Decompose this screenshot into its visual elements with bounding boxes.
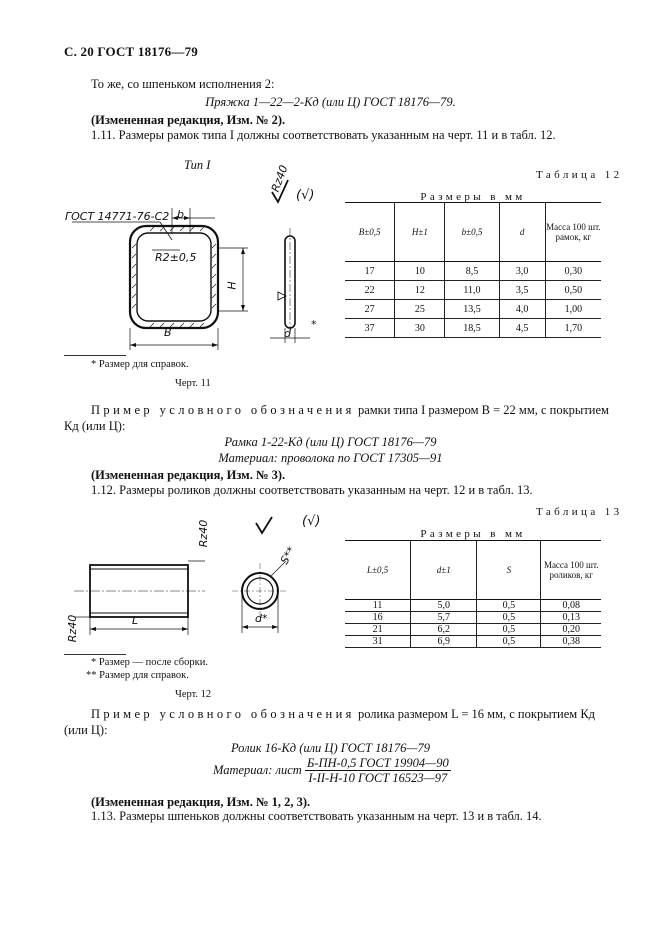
buckle-designation: Пряжка 1—22—2-Кд (или Ц) ГОСТ 18176—79.	[205, 95, 456, 109]
table13-cell: 16	[345, 612, 411, 624]
roughness-check-12: (√)	[302, 514, 321, 529]
table13-cell: 5,7	[411, 612, 477, 624]
table12-subtitle: Размеры в мм	[420, 191, 526, 203]
table-row	[345, 281, 601, 300]
table13-cell: 6,9	[411, 636, 477, 648]
footnote-12b: ** Размер для справок.	[86, 670, 189, 681]
table13-cell: 0,20	[541, 624, 601, 636]
material-prefix: Материал: лист	[213, 763, 302, 777]
table13-cell: 11	[345, 600, 411, 612]
table13-col: L±0,5	[345, 541, 411, 600]
table12-cell: 3,0	[499, 262, 545, 281]
table12-cell: 17	[345, 262, 395, 281]
table-row	[345, 612, 601, 624]
table12-cell: 30	[395, 319, 445, 338]
footnote-11: * Размер для справок.	[91, 359, 189, 370]
table12-cell: 37	[345, 319, 395, 338]
page-header: С. 20 ГОСТ 18176—79	[64, 44, 198, 59]
table12-cell: 0,30	[545, 262, 601, 281]
table12-cell: 22	[345, 281, 395, 300]
table12-col: b±0,5	[445, 203, 499, 262]
example-12-line1	[91, 707, 595, 722]
dim-B-label: B	[164, 326, 172, 339]
example-11-rest: рамки типа I размером B = 22 мм, с покрытием	[354, 403, 609, 417]
table12-cell: 25	[395, 300, 445, 319]
table13-col: S	[477, 541, 541, 600]
clause-1-13: 1.13. Размеры шпеньков должны соответствовать указанным на черт. 13 и в табл. 14.	[91, 809, 542, 823]
table13-cell: 0,5	[477, 636, 541, 648]
example-11-lead: Пример условного обозначения	[91, 403, 355, 417]
table12-cell: 12	[395, 281, 445, 300]
footnote-12a: * Размер — после сборки.	[91, 657, 208, 668]
table13-cell: 0,5	[477, 612, 541, 624]
material-denominator: I-II-Н-10 ГОСТ 16523—97	[308, 771, 448, 785]
example-11-line1	[91, 403, 609, 418]
table13	[345, 540, 601, 648]
material-numerator: Б-ПН-0,5 ГОСТ 19904—90	[306, 756, 449, 770]
table12-col: Масса 100 шт. рамок, кг	[545, 203, 601, 262]
table-row	[345, 262, 601, 281]
dim-b-label: b	[177, 208, 184, 221]
example-12-rest: ролика размером L = 16 мм, с покрытием Кд	[354, 707, 596, 721]
table13-cell: 21	[345, 624, 411, 636]
table13-title: Таблица 13	[536, 506, 623, 518]
roughness-label-12a: Rz40	[197, 519, 211, 548]
revision-note-123: (Измененная редакция, Изм. № 1, 2, 3).	[91, 795, 311, 809]
frame-designation: Рамка 1-22-Кд (или Ц) ГОСТ 18176—79	[224, 435, 437, 449]
table13-cell: 0,08	[541, 600, 601, 612]
footnote-rule-11	[64, 355, 126, 356]
table12	[345, 202, 601, 338]
revision-note-1: (Измененная редакция, Изм. № 2).	[91, 113, 286, 127]
clause-1-11: 1.11. Размеры рамок типа I должны соответствовать указанным на черт. 11 и в табл. 12.	[91, 128, 556, 142]
table12-title: Таблица 12	[536, 169, 623, 181]
table-row	[345, 624, 601, 636]
gost-weld-ref: ГОСТ 14771-76-С2	[65, 210, 170, 223]
table13-cell: 0,13	[541, 612, 601, 624]
table-row	[345, 600, 601, 612]
table12-cell: 18,5	[445, 319, 499, 338]
table12-cell: 27	[345, 300, 395, 319]
table13-cell: 0,38	[541, 636, 601, 648]
table12-cell: 4,5	[499, 319, 545, 338]
material-fraction	[305, 756, 451, 785]
table13-cell: 31	[345, 636, 411, 648]
example-12-line2: (или Ц):	[64, 723, 108, 737]
table13-cell: 5,0	[411, 600, 477, 612]
table12-cell: 10	[395, 262, 445, 281]
table-row	[345, 319, 601, 338]
table12-cell: 1,00	[545, 300, 601, 319]
table12-col: d	[499, 203, 545, 262]
table-row	[345, 636, 601, 648]
frame-material: Материал: проволока по ГОСТ 17305—91	[218, 451, 443, 465]
table12-col: B±0,5	[345, 203, 395, 262]
roller-designation: Ролик 16-Кд (или Ц) ГОСТ 18176—79	[230, 741, 430, 755]
dim-L-label: L	[132, 614, 139, 627]
caption-11: Черт. 11	[175, 378, 211, 389]
radius-label: R2±0,5	[155, 251, 197, 264]
dim-d-label: d	[284, 327, 291, 340]
roller-material	[213, 756, 451, 785]
table12-cell: 0,50	[545, 281, 601, 300]
table13-subtitle: Размеры в мм	[420, 528, 526, 540]
dim-H-label: H	[225, 281, 239, 290]
revision-note-3: (Измененная редакция, Изм. № 3).	[91, 468, 286, 482]
table13-cell: 0,5	[477, 600, 541, 612]
table12-cell: 8,5	[445, 262, 499, 281]
table12-cell: 11,0	[445, 281, 499, 300]
roughness-check-11: (√)	[296, 188, 315, 203]
frame-outer	[130, 226, 218, 328]
table13-cell: 0,5	[477, 624, 541, 636]
caption-12: Черт. 12	[175, 689, 212, 700]
table-row	[345, 300, 601, 319]
table13-col: Масса 100 шт. роликов, кг	[541, 541, 601, 600]
footnote-rule-12	[64, 654, 126, 655]
table12-cell: 1,70	[545, 319, 601, 338]
table12-cell: 3,5	[499, 281, 545, 300]
table12-cell: 13,5	[445, 300, 499, 319]
clause-1-12: 1.12. Размеры роликов должны соответствовать указанным на черт. 12 и в табл. 13.	[91, 483, 533, 497]
table13-col: d±1	[411, 541, 477, 600]
table12-col: H±1	[395, 203, 445, 262]
roughness-label-11: Rz40	[268, 163, 291, 194]
table12-cell: 4,0	[499, 300, 545, 319]
example-12-lead: Пример условного обозначения	[91, 707, 355, 721]
example-11-line2: Кд (или Ц):	[64, 419, 126, 433]
roughness-label-12b: Rz40	[66, 614, 80, 643]
intro-text: То же, со шпеньком исполнения 2:	[91, 77, 275, 91]
dim-d-star-label: d*	[255, 612, 268, 625]
type-label: Тип I	[184, 158, 211, 172]
dim-d-star: *	[311, 318, 317, 331]
frame-hatching	[132, 227, 216, 327]
dim-s-label: S**	[277, 544, 299, 567]
frame-inner	[137, 233, 211, 321]
table13-cell: 6,2	[411, 624, 477, 636]
